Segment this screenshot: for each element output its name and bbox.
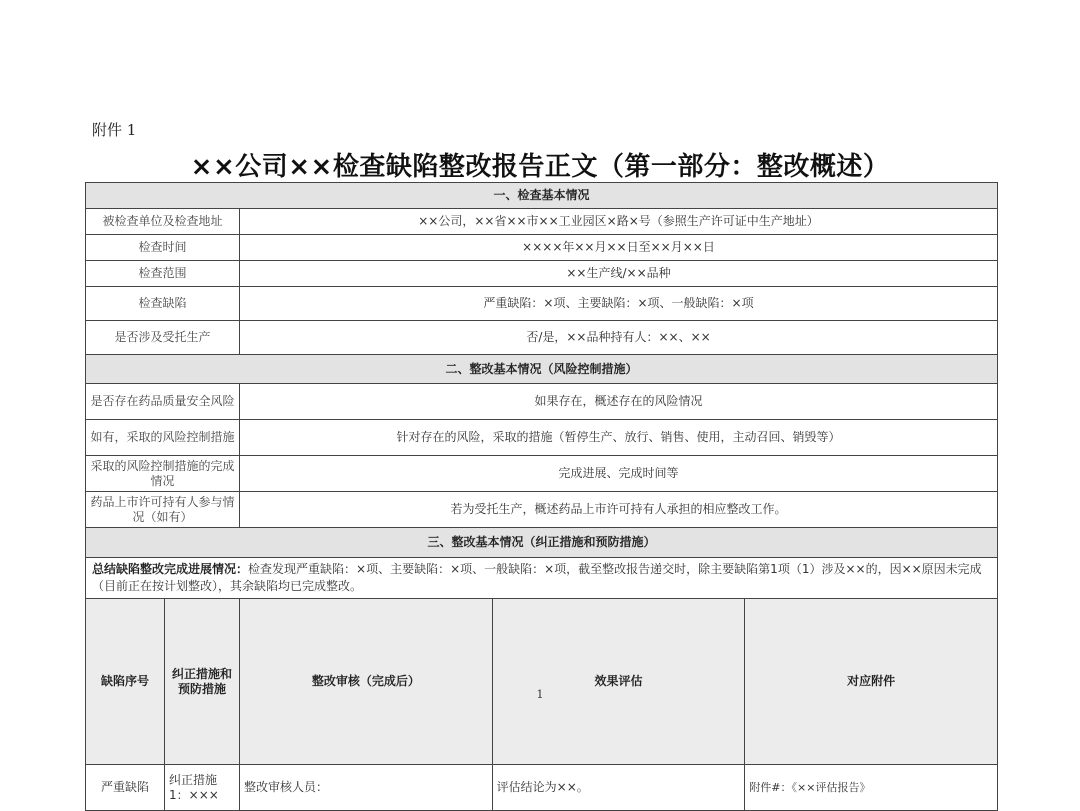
page-number: 1 (536, 688, 544, 701)
risk-label: 采取的风险控制措施的完成情况 (86, 456, 240, 492)
column-header: 整改审核（完成后） (240, 599, 493, 765)
section1-heading: 一、检查基本情况 (86, 183, 998, 209)
risk-label: 是否存在药品质量安全风险 (86, 384, 240, 420)
info-row (86, 321, 998, 355)
report-table (85, 182, 998, 811)
info-value: 否/是，××品种持有人：××、×× (240, 321, 998, 355)
risk-value: 针对存在的风险，采取的措施（暂停生产、放行、销售、使用，主动召回、销毁等） (240, 420, 998, 456)
summary-row (86, 558, 998, 599)
defect-cell: 评估结论为××。 (492, 765, 745, 811)
summary-label: 总结缺陷整改完成进展情况： (92, 562, 249, 576)
defect-cell: 纠正措施1：××× (165, 765, 240, 811)
summary-cell (86, 558, 998, 599)
risk-row (86, 384, 998, 420)
defect-cell: 整改审核人员： (240, 765, 493, 811)
info-label: 检查缺陷 (86, 287, 240, 321)
risk-value: 如果存在，概述存在的风险情况 (240, 384, 998, 420)
risk-row (86, 492, 998, 528)
defect-cell: 严重缺陷 (86, 765, 165, 811)
risk-value: 若为受托生产，概述药品上市许可持有人承担的相应整改工作。 (240, 492, 998, 528)
section1-heading-row (86, 183, 998, 209)
info-label: 检查时间 (86, 235, 240, 261)
column-header: 缺陷序号 (86, 599, 165, 765)
info-value: ××公司，××省××市××工业园区×路×号（参照生产许可证中生产地址） (240, 209, 998, 235)
info-row (86, 209, 998, 235)
defect-row (86, 765, 998, 811)
info-value: ××××年××月××日至××月××日 (240, 235, 998, 261)
info-label: 是否涉及受托生产 (86, 321, 240, 355)
column-header: 纠正措施和预防措施 (165, 599, 240, 765)
risk-row (86, 420, 998, 456)
info-row (86, 235, 998, 261)
summary-text: 检查发现严重缺陷：×项、主要缺陷：×项、一般缺陷：×项，截至整改报告递交时，除主要缺陷第1项（1）涉及××的，因××原因未完成（目前正在按计划整改），其余缺陷均已完成整改。 (92, 562, 982, 593)
risk-label: 药品上市许可持有人参与情况（如有） (86, 492, 240, 528)
info-label: 被检查单位及检查地址 (86, 209, 240, 235)
info-value: ××生产线/××品种 (240, 261, 998, 287)
risk-value: 完成进展、完成时间等 (240, 456, 998, 492)
info-row (86, 287, 998, 321)
defect-table-header (86, 599, 998, 765)
info-row (86, 261, 998, 287)
info-label: 检查范围 (86, 261, 240, 287)
page-title: ××公司××检查缺陷整改报告正文（第一部分：整改概述） (190, 152, 890, 182)
section3-heading: 三、整改基本情况（纠正措施和预防措施） (86, 528, 998, 558)
risk-row (86, 456, 998, 492)
column-header: 效果评估 (492, 599, 745, 765)
risk-label: 如有，采取的风险控制措施 (86, 420, 240, 456)
info-value: 严重缺陷：×项、主要缺陷：×项、一般缺陷：×项 (240, 287, 998, 321)
column-header: 对应附件 (745, 599, 998, 765)
section2-heading: 二、整改基本情况（风险控制措施） (86, 355, 998, 384)
attachment-label: 附件 1 (92, 121, 137, 139)
section2-heading-row (86, 355, 998, 384)
defect-cell: 附件#：《××评估报告》 (745, 765, 998, 811)
section3-heading-row (86, 528, 998, 558)
